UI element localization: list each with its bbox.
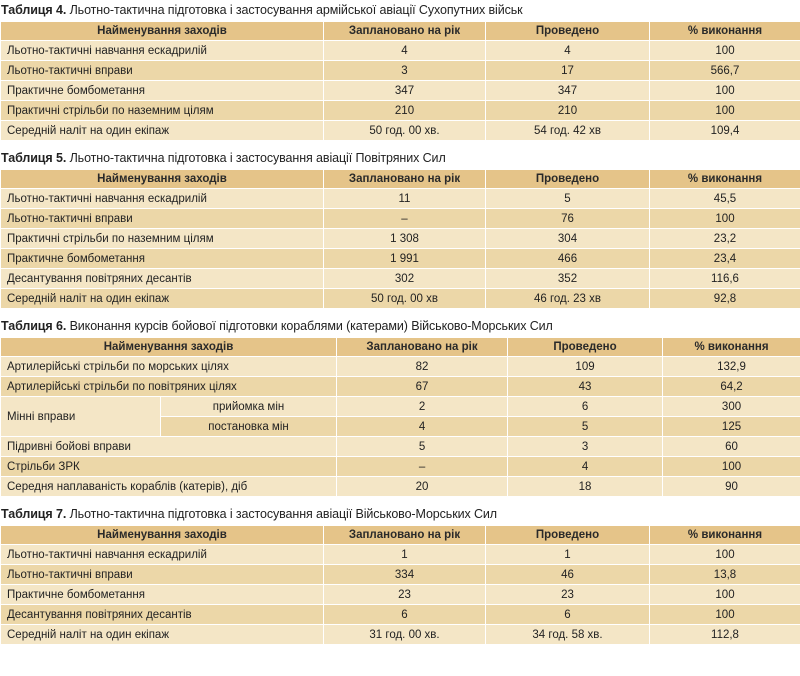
header-name: Найменування заходів [1,526,324,545]
header-row [1,170,800,189]
table-row [1,397,800,417]
cell-planned: 4 [337,417,508,437]
table-row [1,101,800,121]
cell-percent: 100 [650,81,800,101]
cell-planned: 1 [324,545,486,565]
cell-planned: 67 [337,377,508,397]
table-row [1,545,800,565]
table-row [1,377,800,397]
cell-name: Практичне бомбометання [1,81,324,101]
table-label: Таблиця 7. [1,507,67,521]
cell-planned: – [337,457,508,477]
cell-name: Середній наліт на один екіпаж [1,289,324,309]
cell-percent: 100 [650,41,800,61]
cell-done: 4 [508,457,663,477]
table-title: Льотно-тактична підготовка і застосування армійської авіації Сухопутних військ [69,3,523,17]
table-label: Таблиця 5. [1,151,67,165]
cell-name: Льотно-тактичні навчання ескадрилій [1,189,324,209]
cell-percent: 116,6 [650,269,800,289]
header-planned: Заплановано на рік [324,170,486,189]
cell-percent: 109,4 [650,121,800,141]
cell-planned: 20 [337,477,508,497]
cell-name: Практичне бомбометання [1,585,324,605]
table-row [1,289,800,309]
table-4-caption [0,2,800,21]
table-row [1,357,800,377]
cell-group-name: Мінні вправи [1,397,161,437]
cell-done: 76 [486,209,650,229]
cell-done: 3 [508,437,663,457]
cell-name: Середня наплаваність кораблів (катерів), діб [1,477,337,497]
table-title: Виконання курсів бойової підготовки кораблями (катерами) Військово-Морських Сил [69,319,553,333]
cell-percent: 100 [663,457,800,477]
header-planned: Заплановано на рік [337,338,508,357]
cell-percent: 125 [663,417,800,437]
table-row [1,269,800,289]
cell-name: Середній наліт на один екіпаж [1,121,324,141]
cell-done: 6 [508,397,663,417]
cell-done: 54 год. 42 хв [486,121,650,141]
cell-name: Артилерійські стрільби по морських цілях [1,357,337,377]
cell-name: Практичні стрільби по наземним цілям [1,101,324,121]
header-row [1,338,800,357]
header-name: Найменування заходів [1,170,324,189]
cell-done: 304 [486,229,650,249]
cell-percent: 23,4 [650,249,800,269]
table-row [1,189,800,209]
header-done: Проведено [486,22,650,41]
table-row [1,249,800,269]
cell-done: 34 год. 58 хв. [486,625,650,645]
cell-percent: 100 [650,101,800,121]
cell-planned: 334 [324,565,486,585]
cell-planned: – [324,209,486,229]
cell-percent: 132,9 [663,357,800,377]
cell-percent: 112,8 [650,625,800,645]
cell-done: 6 [486,605,650,625]
table-5-caption [0,150,800,169]
cell-percent: 100 [650,605,800,625]
cell-name: Льотно-тактичні навчання ескадрилій [1,545,324,565]
cell-done: 23 [486,585,650,605]
header-row [1,526,800,545]
cell-planned: 302 [324,269,486,289]
cell-name: Практичне бомбометання [1,249,324,269]
header-name: Найменування заходів [1,338,337,357]
table-row [1,585,800,605]
table-row [1,605,800,625]
cell-name: Льотно-тактичні вправи [1,565,324,585]
table-5 [0,169,800,309]
header-done: Проведено [486,526,650,545]
cell-done: 46 [486,565,650,585]
cell-done: 18 [508,477,663,497]
cell-planned: 210 [324,101,486,121]
table-row [1,477,800,497]
table-row [1,209,800,229]
cell-percent: 100 [650,209,800,229]
header-percent: % виконання [650,526,800,545]
cell-done: 5 [486,189,650,209]
cell-planned: 3 [324,61,486,81]
cell-percent: 92,8 [650,289,800,309]
cell-done: 5 [508,417,663,437]
table-7-caption [0,506,800,525]
table-label: Таблиця 6. [1,319,67,333]
header-planned: Заплановано на рік [324,526,486,545]
cell-planned: 1 991 [324,249,486,269]
cell-planned: 50 год. 00 хв. [324,121,486,141]
cell-planned: 6 [324,605,486,625]
cell-done: 466 [486,249,650,269]
header-percent: % виконання [663,338,800,357]
cell-name: Підривні бойові вправи [1,437,337,457]
header-row [1,22,800,41]
cell-planned: 2 [337,397,508,417]
cell-done: 210 [486,101,650,121]
cell-percent: 45,5 [650,189,800,209]
cell-done: 46 год. 23 хв [486,289,650,309]
cell-name: Льотно-тактичні навчання ескадрилій [1,41,324,61]
cell-name: Десантування повітряних десантів [1,269,324,289]
cell-planned: 31 год. 00 хв. [324,625,486,645]
cell-planned: 5 [337,437,508,457]
cell-name: Льотно-тактичні вправи [1,61,324,81]
cell-percent: 566,7 [650,61,800,81]
table-row [1,625,800,645]
cell-planned: 50 год. 00 хв [324,289,486,309]
header-name: Найменування заходів [1,22,324,41]
cell-name: Льотно-тактичні вправи [1,209,324,229]
cell-name: Артилерійські стрільби по повітряних цілях [1,377,337,397]
table-7 [0,525,800,645]
cell-planned: 1 308 [324,229,486,249]
cell-sub-name: прийомка мін [161,397,337,417]
header-planned: Заплановано на рік [324,22,486,41]
table-6 [0,337,800,497]
cell-name: Середній наліт на один екіпаж [1,625,324,645]
cell-percent: 100 [650,545,800,565]
cell-percent: 13,8 [650,565,800,585]
table-row [1,437,800,457]
cell-percent: 60 [663,437,800,457]
cell-name: Десантування повітряних десантів [1,605,324,625]
cell-done: 109 [508,357,663,377]
cell-percent: 23,2 [650,229,800,249]
cell-percent: 300 [663,397,800,417]
table-label: Таблиця 4. [1,3,67,17]
cell-planned: 23 [324,585,486,605]
table-6-caption [0,318,800,337]
cell-done: 1 [486,545,650,565]
header-percent: % виконання [650,170,800,189]
table-row [1,121,800,141]
table-row [1,565,800,585]
cell-done: 4 [486,41,650,61]
header-percent: % виконання [650,22,800,41]
cell-percent: 100 [650,585,800,605]
cell-name: Стрільби ЗРК [1,457,337,477]
table-row [1,81,800,101]
table-row [1,61,800,81]
header-done: Проведено [486,170,650,189]
table-title: Льотно-тактична підготовка і застосування авіації Повітряних Сил [69,151,446,165]
table-row [1,457,800,477]
cell-done: 352 [486,269,650,289]
table-row [1,41,800,61]
table-title: Льотно-тактична підготовка і застосування авіації Військово-Морських Сил [69,507,497,521]
cell-planned: 347 [324,81,486,101]
cell-planned: 4 [324,41,486,61]
cell-name: Практичні стрільби по наземним цілям [1,229,324,249]
cell-percent: 90 [663,477,800,497]
table-row [1,229,800,249]
cell-done: 43 [508,377,663,397]
cell-done: 17 [486,61,650,81]
table-4 [0,21,800,141]
cell-sub-name: постановка мін [161,417,337,437]
cell-percent: 64,2 [663,377,800,397]
cell-planned: 11 [324,189,486,209]
cell-done: 347 [486,81,650,101]
cell-planned: 82 [337,357,508,377]
header-done: Проведено [508,338,663,357]
